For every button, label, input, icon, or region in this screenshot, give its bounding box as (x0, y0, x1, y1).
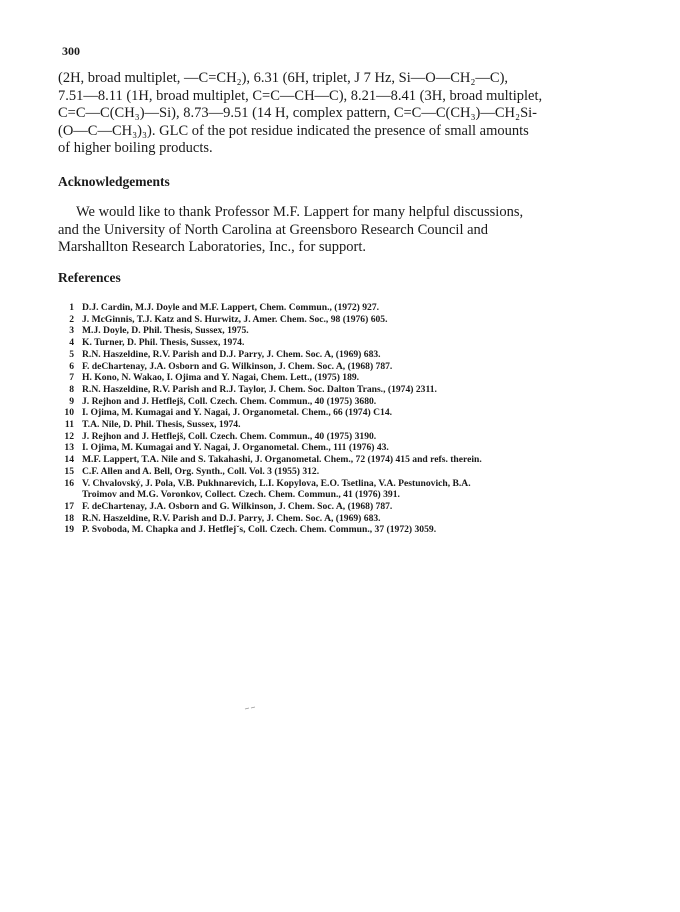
ack-line: and the University of North Carolina at Greensboro Research Council and (58, 221, 489, 238)
body-line: (2H, broad multiplet, —C=CH₂), 6.31 (6H, triplet, J 7 Hz, Si—O—CH₂—C), (58, 70, 509, 86)
reference-text: M.J. Doyle, D. Phil. Thesis, Sussex, 1975. (82, 325, 249, 337)
reference-item (58, 454, 638, 466)
reference-text: C.F. Allen and A. Bell, Org. Synth., Coll. Vol. 3 (1955) 312. (82, 465, 320, 477)
reference-text: J. McGinnis, T.J. Katz and S. Hurwitz, J. Amer. Chem. Soc., 98 (1976) 605. (82, 313, 388, 325)
reference-text: V. Chvalovský, J. Pola, V.B. Pukhnarevich, L.I. Kopylova, E.O. Tsetlina, V.A. Pestunovich, B.A. (82, 477, 471, 489)
reference-text: R.N. Haszeldine, R.V. Parish and D.J. Parry, J. Chem. Soc. A, (1969) 683. (82, 512, 381, 524)
reference-item (58, 524, 638, 536)
reference-item (58, 384, 638, 396)
reference-number: 11 (64, 419, 74, 431)
reference-number: 14 (64, 454, 74, 466)
reference-item (58, 466, 638, 478)
reference-number: 6 (69, 360, 74, 372)
print-speck (244, 706, 256, 710)
reference-item (58, 478, 638, 501)
reference-number: 18 (64, 512, 74, 524)
reference-number: 16 (64, 477, 74, 489)
reference-text: K. Turner, D. Phil. Thesis, Sussex, 1974. (82, 337, 245, 349)
reference-text: I. Ojima, M. Kumagai and Y. Nagai, J. Organometal. Chem., 66 (1974) C14. (82, 407, 393, 419)
reference-item (58, 349, 638, 361)
reference-number: 15 (64, 465, 74, 477)
reference-text: R.N. Haszeldine, R.V. Parish and R.J. Taylor, J. Chem. Soc. Dalton Trans., (1974) 2311. (82, 383, 437, 395)
reference-item (58, 442, 638, 454)
reference-text: I. Ojima, M. Kumagai and Y. Nagai, J. Organometal. Chem., 111 (1976) 43. (82, 442, 389, 454)
reference-number: 12 (64, 430, 74, 442)
ack-line: We would like to thank Professor M.F. Lappert for many helpful discussions, (76, 204, 524, 220)
body-paragraph (58, 70, 628, 158)
reference-item (58, 302, 638, 314)
reference-text: F. deChartenay, J.A. Osborn and G. Wilkinson, J. Chem. Soc. A, (1968) 787. (82, 500, 393, 512)
reference-number: 7 (69, 372, 74, 384)
reference-text: D.J. Cardin, M.J. Doyle and M.F. Lappert, Chem. Commun., (1972) 927. (82, 302, 380, 313)
page-number: 300 (62, 44, 80, 58)
ack-line: Marshallton Research Laboratories, Inc., for support. (58, 239, 367, 255)
body-line: C=C—C(CH₃)—Si), 8.73—9.51 (14 H, complex pattern, C=C—C(CH₃)—CH₂Si- (58, 105, 537, 121)
references-heading: References (58, 270, 121, 285)
reference-item (58, 396, 638, 408)
reference-number: 1 (69, 302, 74, 313)
reference-number: 9 (69, 395, 74, 407)
reference-text: P. Svoboda, M. Chapka and J. Hetflejˇs, Coll. Czech. Chem. Commun., 37 (1972) 3059. (82, 524, 437, 536)
body-line: (O—C—CH₃)₃). GLC of the pot residue indicated the presence of small amounts (58, 122, 529, 139)
reference-item (58, 407, 638, 419)
reference-item (58, 325, 638, 337)
reference-item (58, 372, 638, 384)
reference-text-continuation: Troimov and M.G. Voronkov, Collect. Czech. Chem. Commun., 41 (1976) 391. (82, 489, 400, 501)
body-line: of higher boiling products. (58, 140, 213, 156)
reference-number: 2 (69, 313, 74, 325)
reference-number: 13 (64, 442, 74, 454)
acknowledgements-heading: Acknowledgements (58, 174, 170, 189)
reference-number: 17 (64, 500, 74, 512)
reference-text: J. Rejhon and J. Hetflejš, Coll. Czech. Chem. Commun., 40 (1975) 3190. (82, 430, 377, 442)
reference-item (58, 314, 638, 326)
reference-text: J. Rejhon and J. Hetflejš, Coll. Czech. Chem. Commun., 40 (1975) 3680. (82, 395, 377, 407)
reference-text: T.A. Nile, D. Phil. Thesis, Sussex, 1974. (82, 419, 241, 431)
acknowledgements-paragraph (58, 204, 628, 257)
reference-item (58, 419, 638, 431)
reference-item (58, 361, 638, 373)
reference-number: 5 (69, 348, 74, 360)
reference-number: 10 (64, 407, 74, 419)
references-list (58, 302, 638, 536)
reference-text: H. Kono, N. Wakao, I. Ojima and Y. Nagai, Chem. Lett., (1975) 189. (82, 372, 360, 384)
body-line: 7.51—8.11 (1H, broad multiplet, C=C—CH—C), 8.21—8.41 (3H, broad multiplet, (58, 87, 543, 104)
reference-item (58, 513, 638, 525)
reference-item (58, 337, 638, 349)
reference-number: 4 (69, 337, 74, 349)
reference-text: R.N. Haszeldine, R.V. Parish and D.J. Parry, J. Chem. Soc. A, (1969) 683. (82, 348, 381, 360)
reference-number: 8 (69, 383, 74, 395)
reference-item (58, 431, 638, 443)
reference-text: F. deChartenay, J.A. Osborn and G. Wilkinson, J. Chem. Soc. A, (1968) 787. (82, 360, 393, 372)
reference-item (58, 501, 638, 513)
reference-number: 19 (64, 524, 74, 536)
reference-number: 3 (69, 325, 74, 337)
reference-text: M.F. Lappert, T.A. Nile and S. Takahashi, J. Organometal. Chem., 72 (1974) 415 and refs. therein. (82, 454, 482, 466)
